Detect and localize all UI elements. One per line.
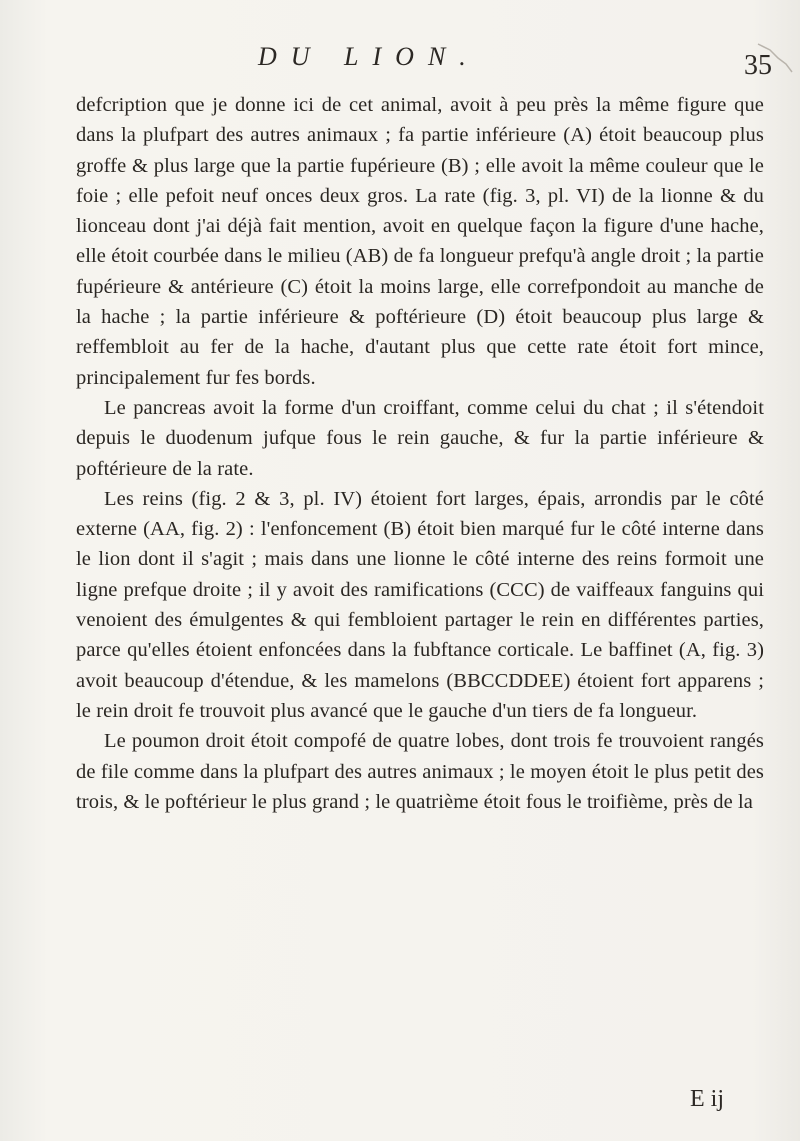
paragraph-kidneys: Les reins (fig. 2 & 3, pl. IV) étoient fort larges, épais, arrondis par le côté externe (AA, fig. 2) : l'enfoncement (B) étoit bien marqué fur le côté interne dans le lion dont il s'agit ; mais dans une lionne le côté interne des reins formoit une ligne prefque droite ; il y avoit des ramifications (CCC) de vaiffeaux fanguins qui venoient des émulgentes & qui fembloient partager le rein en différentes parties, parce qu'elles étoient enfoncées dans la fubftance corticale. Le baffinet (A, fig. 3) avoit beaucoup d'étendue, & les mamelons (BBCCDDEE) étoient fort apparens ; le rein droit fe trouvoit plus avancé que le gauche d'un tiers de fa longueur.	[76, 487, 764, 722]
paragraph-pancreas: Le pancreas avoit la forme d'un croiffant, comme celui du chat ; il s'étendoit depuis le duodenum jufque fous le rein gauche, & fur la partie inférieure & poftérieure de la rate.	[76, 396, 764, 480]
body-text	[76, 90, 764, 817]
running-title: DU LION.	[258, 42, 480, 71]
paragraph-lungs: Le poumon droit étoit compofé de quatre lobes, dont trois fe trouvoient rangés de file comme dans la plufpart des autres animaux ; le moyen étoit le plus petit des trois, & le poftérieur le plus grand ; le quatrième étoit fous le troifième, près de la	[76, 730, 764, 813]
paragraph-liver-spleen: defcription que je donne ici de cet animal, avoit à peu près la même figure que dans la plufpart des autres animaux ; fa partie inférieure (A) étoit beaucoup plus groffe & plus large que la partie fupérieure (B) ; elle avoit la même couleur que le foie ; elle pefoit neuf onces deux gros. La rate (fig. 3, pl. VI) de la lionne & du lionceau dont j'ai déjà fait mention, avoit en quelque façon la figure d'une hache, elle étoit courbée dans le milieu (AB) de fa longueur prefqu'à angle droit ; la partie fupérieure & antérieure (C) étoit la moins large, elle correfpondoit au manche de la hache ; la partie inférieure & poftérieure (D) étoit beaucoup plus large & reffembloit au fer de la hache, d'autant plus que cette rate étoit fort mince, principalement fur fes bords.	[76, 94, 764, 389]
signature-mark: E ij	[690, 1086, 724, 1112]
page-number: 35	[744, 50, 772, 81]
